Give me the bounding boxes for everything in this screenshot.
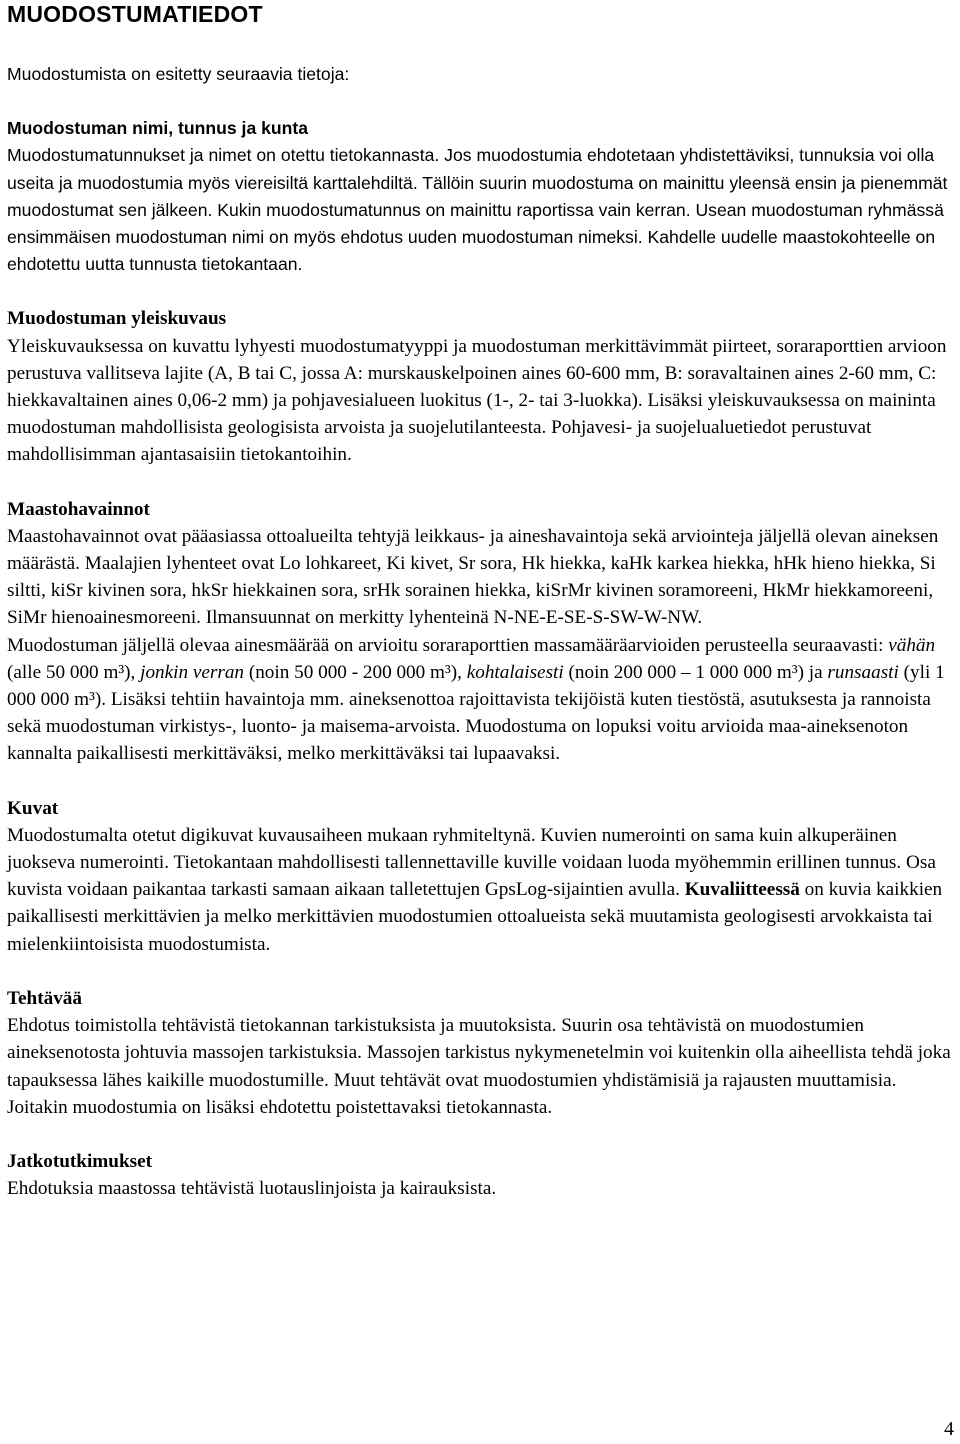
text-run: Muodostuman jäljellä olevaa ainesmäärää on arvioitu soraraporttien massamääräarvioiden perusteella seuraavasti:	[7, 634, 889, 656]
term-vahan: vähän	[888, 634, 936, 656]
section-heading: Maastohavainnot	[7, 498, 150, 520]
section-body: Muodostumatunnukset ja nimet on otettu tietokannasta. Jos muodostumia ehdotetaan yhdistettäviksi, tunnuksia voi olla useita ja muodostumia myös viereisiltä karttalehdiltä. Tällöin suurin muodostuma on mainittu yleensä ensin ja pienemmät muodostumat sen jälkeen. Kukin muodostumatunnus on mainittu raportissa vain kerran. Usean muodostuman ryhmässä ensimmäisen muodostuman nimi on myös ehdotus uuden muodostuman nimeksi. Kahdelle uudelle maastokohteelle on ehdotettu uutta tunnusta tietokantaan.	[7, 145, 948, 275]
section-heading: Jatkotutkimukset	[7, 1150, 152, 1172]
section-body: Yleiskuvauksessa on kuvattu lyhyesti muodostumatyyppi ja muodostuman merkittävimmät piirteet, soraraporttien arvioon perustuva vallitseva lajite (A, B tai C, jossa A: murskauskelpoinen aines 60-600 mm, B: soravaltainen aines 2-60 mm, C: hiekkavaltainen aines 0,06-2 mm) ja pohjavesialueen luokitus (1-, 2- tai 3-luokka). Lisäksi yleiskuvauksessa on maininta muodostuman mahdollisista geologisista arvoista ja suojelutilanteesta. Pohjavesi- ja suojelualuetiedot perustuvat mahdollisimman ajantasaisiin tietokantoihin.	[7, 335, 947, 466]
section-name-code-municipality	[7, 115, 957, 278]
term-kohtalaisesti: kohtalaisesti	[466, 661, 564, 683]
text-run: (noin 50 000 - 200 000 m³),	[244, 661, 467, 683]
section-heading: Muodostuman nimi, tunnus ja kunta	[7, 118, 309, 139]
term-runsaasti: runsaasti	[827, 661, 899, 683]
document-page	[7, 0, 957, 1202]
bold-term: Kuvaliitteessä	[684, 879, 800, 901]
section-body: Ehdotuksia maastossa tehtävistä luotauslinjoista ja kairauksista.	[7, 1178, 497, 1200]
section-heading: Kuvat	[7, 797, 59, 819]
section-body-volume	[7, 632, 957, 768]
section-body	[7, 822, 957, 958]
text-run: (yli 1 000 000 m³). Lisäksi tehtiin havaintoja mm. aineksenottoa rajoittavista tekijöistä kuten tiestöstä, asutuksesta ja rannoista sekä muodostuman virkistys-, luonto- ja maisema-arvoista. Muodostuma on lopuksi voitu arvioida maa-aineksenoton kannalta paikallisesti merkittäväksi, melko merkittäväksi tai lupaavaksi.	[7, 661, 945, 765]
section-body: Ehdotus toimistolla tehtävistä tietokannan tarkistuksista ja muutoksista. Suurin osa tehtävistä on muodostumien aineksenotosta johtuvia massojen tarkistuksia. Massojen tarkistus nykymenetelmin voi kuitenkin olla aiheellista tehdä joka tapauksessa lähes kaikille muodostumille. Muut tehtävät ovat muodostumien yhdistämisiä ja rajausten muuttamisia. Joitakin muodostumia on lisäksi ehdotettu poistettavaksi tietokannasta.	[7, 1015, 951, 1118]
text-run: Muodostumalta otetut digikuvat kuvausaiheen mukaan ryhmiteltynä. Kuvien numerointi on sama kuin alkuperäinen juokseva numerointi. Tietokantaan mahdollisesti tallennettaville kuville voidaan luoda myöhemmin erillinen tunnus. Osa kuvista voidaan paikantaa tarkasti samaan aikaan talletettujen GpsLog-sijaintien avulla.	[7, 824, 936, 901]
section-general-description	[7, 305, 957, 468]
section-pictures	[7, 795, 957, 958]
text-run: on kuvia kaikkien paikallisesti merkittävien ja melko merkittävien muodostumien ottoalueista sekä muutamista geologisesti arvokkaista tai mielenkiintoisista muodostumista.	[7, 879, 943, 955]
page-number: 4	[944, 1418, 954, 1440]
section-heading: Muodostuman yleiskuvaus	[7, 308, 227, 330]
term-jonkin-verran: jonkin verran	[140, 661, 245, 683]
page-title: MUODOSTUMATIEDOT	[7, 1, 263, 27]
section-body: Maastohavainnot ovat pääasiassa ottoalueilta tehtyjä leikkaus- ja aineshavaintoja sekä arviointeja jäljellä olevan aineksen määrästä. Maalajien lyhenteet ovat Lo lohkareet, Ki kivet, Sr sora, Hk hiekka, kaHk karkea hiekka, hHk hieno hiekka, Si siltti, kiSr kivinen sora, hkSr hiekkainen sora, srHk sorainen hiekka, kiSrMr kivinen soramoreeni, HkMr hiekkamoreeni, SiMr hienoainesmoreeni. Ilmansuunnat on merkitty lyhenteinä N-NE-E-SE-S-SW-W-NW.	[7, 525, 939, 629]
section-field-observations	[7, 496, 957, 768]
section-further-research	[7, 1148, 957, 1202]
section-tasks	[7, 985, 957, 1121]
section-heading: Tehtävää	[7, 987, 82, 1009]
text-run: (noin 200 000 – 1 000 000 m³) ja	[563, 661, 828, 683]
intro-text: Muodostumista on esitetty seuraavia tietoja:	[7, 64, 350, 84]
text-run: (alle 50 000 m³),	[7, 661, 141, 683]
